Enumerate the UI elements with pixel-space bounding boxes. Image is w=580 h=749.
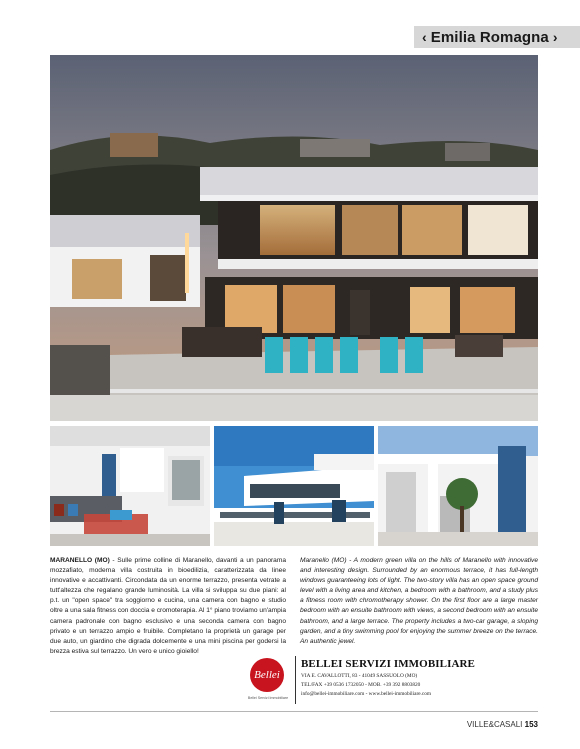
chevron-left-icon: ‹ <box>422 29 427 45</box>
english-description: Maranello (MO) - A modern green villa on the hills of Maranello with innovative and interesting design. Surrounded by an enormous terrace, it has full-length windows guaranteeing lots of light. The two-story villa has an open space ground level with a living area and kitchen, a bedroom with a bathroom, and a study plus a fitness room with chromotherapy shower. On the first floor are a large master bedroom with an ensuite bathroom with views, a second bedroom with an ensuite bathroom, and a large terrace. The property includes a two-car garage, a sloping garden, and a tiny swimming pool for enjoying the summer breeze on the terrace. An authentic jewel. <box>300 557 538 645</box>
agency-divider <box>295 656 296 704</box>
agency-logo-subtext: Bellei Servizi Immobiliare <box>247 696 289 700</box>
agency-name: BELLEI SERVIZI IMMOBILIARE <box>301 658 475 670</box>
agency-phones: TEL/FAX +39 0536 1732050 - MOB. +39 392 8803820 <box>301 682 421 688</box>
page-number: 153 <box>524 720 538 729</box>
photo-facade-blue-sky <box>214 426 374 546</box>
hero-photo-villa-dusk <box>50 55 538 421</box>
agency-logo: Bellei <box>250 658 284 692</box>
region-tag <box>414 26 580 48</box>
italian-description <box>50 556 286 657</box>
photo-entrance-tree <box>378 426 538 546</box>
agency-address: VIA E. CAVALLOTTI, 83 - 41049 SASSUOLO (MO) <box>301 673 418 679</box>
photo-living-room <box>50 426 210 546</box>
region-label: Emilia Romagna <box>430 28 549 46</box>
magazine-name: VILLE&CASALI <box>466 720 523 729</box>
agency-block <box>244 656 544 712</box>
italian-body: - Sulle prime colline di Maranello, davanti a un panorama mozzafiato, moderna villa costruita in bioedilizia, caratterizzata da linee innovative e accattivanti. Circondata da un enorme terrazzo, presenta vetrate a tutt'altezza che regalano grande luminosità. La villa si sviluppa su due piani: al p.t. un "open space" tra soggiorno e cucina, una camera con bagno e studio oltre a una sala fitness con doccia e cromoterapia. Al 1° piano troviamo un'ampia camera padronale con bagno esclusivo e una seconda camera con bagno privato e un terrazzo ampio e fruibile. Completano la proprietà un garage per due auto, un giardino che digrada dolcemente e una mini piscina per godersi la brezza estiva sul terrazzo. Un vero e unico gioiello! <box>50 557 287 655</box>
page-folio <box>467 720 538 729</box>
italian-city-heading: MARANELLO (MO) <box>50 557 110 564</box>
chevron-right-icon: › <box>552 29 558 45</box>
agency-contacts[interactable]: info@bellei-immobiliare.com - www.bellei-immobiliare.com <box>301 691 432 697</box>
footer-divider <box>50 711 538 712</box>
